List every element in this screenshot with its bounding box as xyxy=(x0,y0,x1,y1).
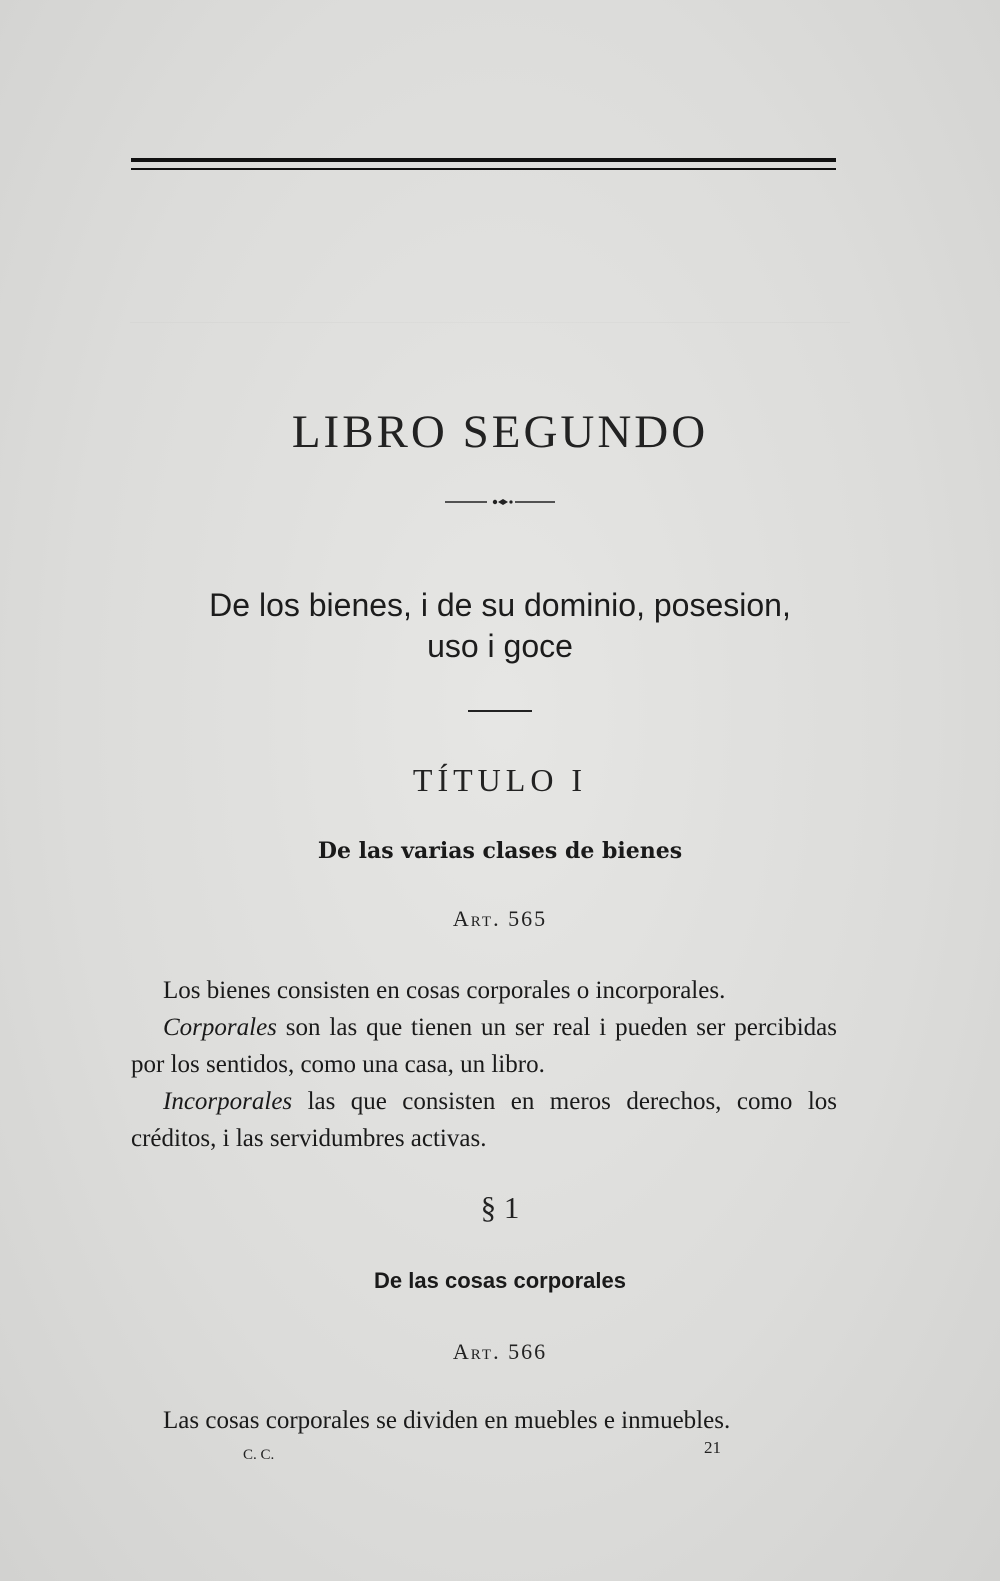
definition-corporales: son las que tienen un ser real i pueden ser percibidas por los sentidos, como una casa, un libro. xyxy=(131,1014,837,1078)
short-divider xyxy=(468,710,532,712)
article-566-body xyxy=(131,1402,837,1439)
subtitle-line-1: De los bienes, i de su dominio, posesion, xyxy=(209,587,791,623)
article-number: 565 xyxy=(508,906,548,931)
ornament-divider xyxy=(445,497,555,507)
top-rule-thick xyxy=(131,158,836,162)
section-heading: De las cosas corporales xyxy=(374,1268,626,1293)
section-number: § 1 xyxy=(480,1190,520,1225)
article-566-paragraph: Las cosas corporales se dividen en muebles e inmuebles. xyxy=(163,1407,731,1434)
page-number: 21 xyxy=(704,1438,721,1457)
article-565-paragraph-1: Los bienes consisten en cosas corporales o incorporales. xyxy=(163,977,726,1004)
article-565-paragraph-3 xyxy=(131,1083,837,1157)
book-title: LIBRO SEGUNDO xyxy=(291,406,709,458)
book-subtitle xyxy=(0,585,1000,667)
title-subheading: De las varias clases de bienes xyxy=(317,838,683,864)
subtitle-line-2: uso i goce xyxy=(427,628,573,664)
article-label: Art. xyxy=(452,1339,501,1364)
term-corporales: Corporales xyxy=(163,1014,277,1041)
definition-incorporales: las que consisten en meros derechos, como los créditos, i las servidumbres activas. xyxy=(131,1088,837,1152)
article-label: Art. xyxy=(452,906,501,931)
term-incorporales: Incorporales xyxy=(163,1088,293,1115)
article-number: 566 xyxy=(508,1339,548,1364)
article-565-body xyxy=(131,972,837,1157)
article-566-heading xyxy=(0,1339,1000,1365)
title-heading: TÍTULO I xyxy=(412,762,588,798)
footer-signature: C. C. xyxy=(243,1447,275,1463)
top-rule-thin xyxy=(131,168,836,170)
article-565-paragraph-2 xyxy=(131,1009,837,1083)
article-565-heading xyxy=(0,906,1000,932)
